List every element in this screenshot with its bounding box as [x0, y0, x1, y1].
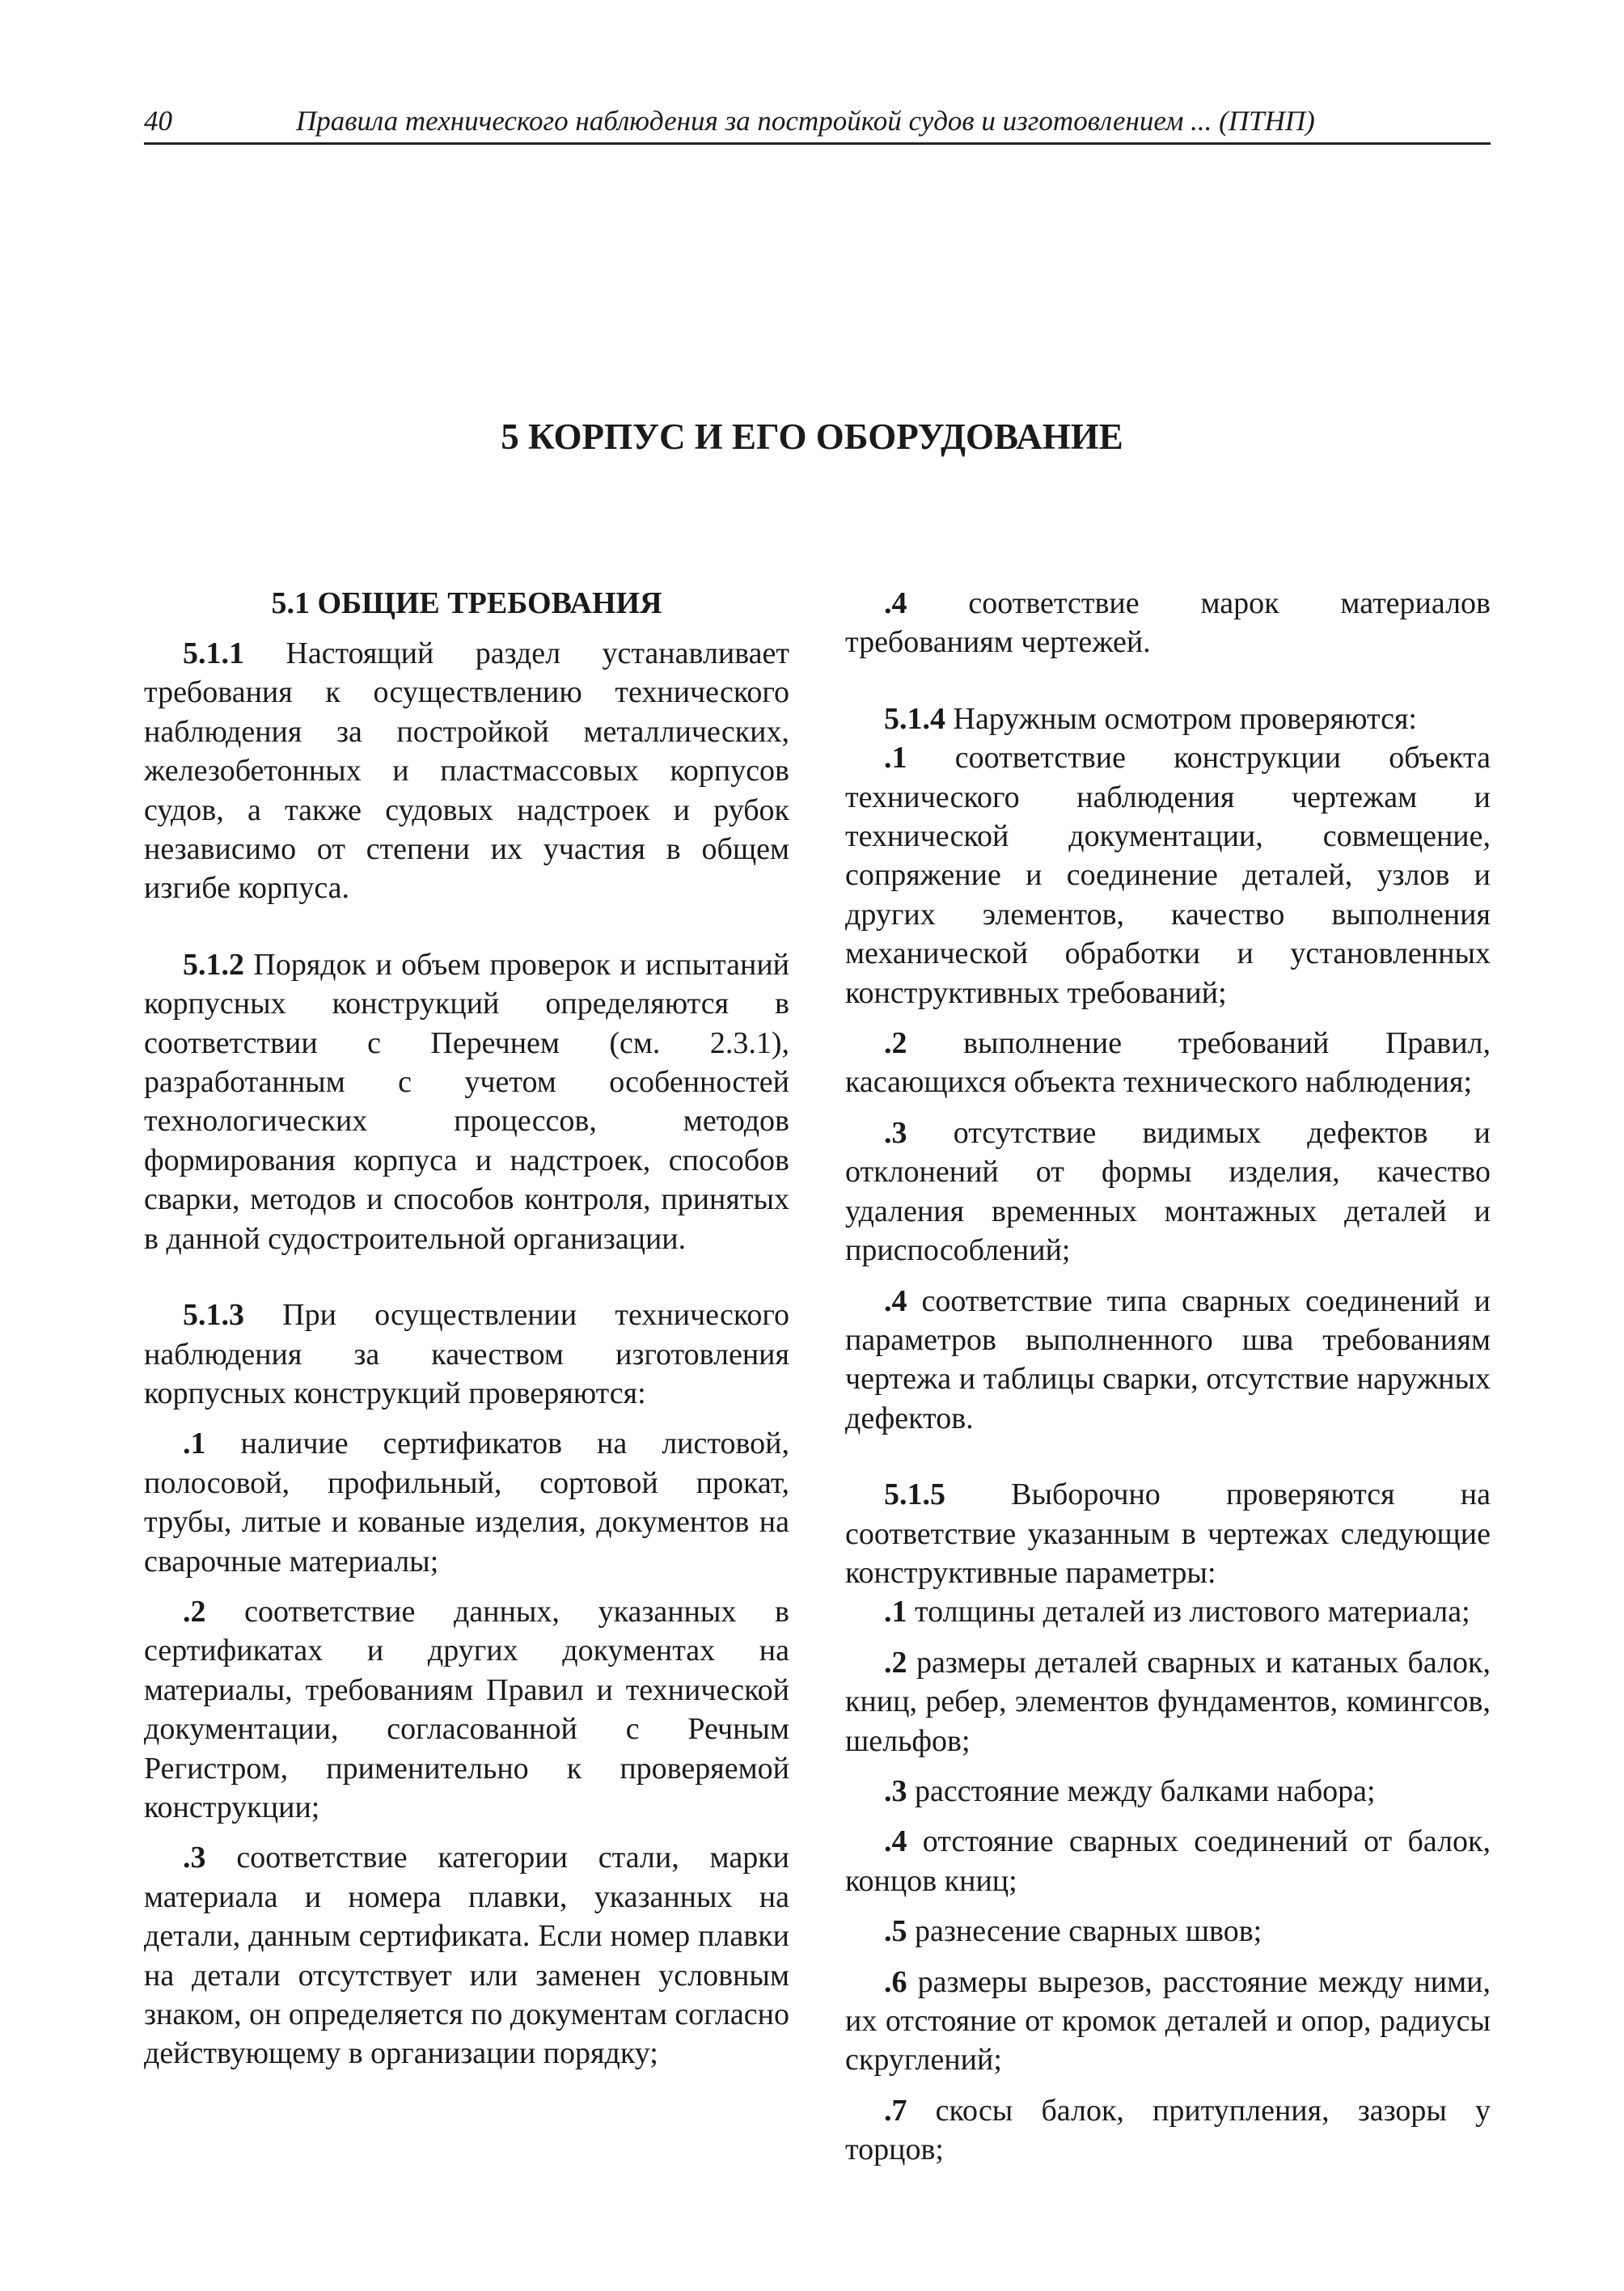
item-number: .3 [884, 1773, 907, 1808]
item-number: .3 [884, 1115, 907, 1150]
item-text: расстояние между балками набора; [907, 1773, 1376, 1808]
paragraph-text: При осуществлении технического наблюдения за качеством изготовления корпусных конструкций проверяются: [144, 1298, 789, 1410]
paragraph-5-1-5 [845, 1475, 1491, 1592]
item-text: отсутствие видимых дефектов и отклонений от формы изделия, качество удаления временных монтажных деталей и приспособлений; [845, 1115, 1491, 1268]
item-text: размеры деталей сварных и катаных балок, книц, ребер, элементов фундаментов, комингсов, шельфов; [845, 1645, 1491, 1758]
clause-number: 5.1.2 [183, 947, 244, 982]
chapter-title: 5 КОРПУС И ЕГО ОБОРУДОВАНИЕ [501, 416, 1123, 457]
item-number: .4 [884, 586, 907, 620]
item-text: толщины деталей из листового материала; [907, 1595, 1470, 1629]
item-text: разнесение сварных швов; [907, 1914, 1262, 1949]
list-item [144, 1592, 789, 1827]
item-text: размеры вырезов, расстояние между ними, их отстояние от кромок деталей и опор, радиусы скруглений; [845, 1964, 1491, 2078]
list-item [845, 1592, 1491, 1631]
list-item [845, 1822, 1491, 1900]
paragraph-text: Настоящий раздел устанавливает требования к осуществлению технического наблюдения за постройкой металлических, железобетонных и пластмассовых корпусов судов, а также судовых надстроек и рубок независимо от степени их участия в общем изгибе корпуса. [144, 636, 789, 906]
list-item [845, 1282, 1491, 1439]
clause-number: 5.1.3 [183, 1298, 244, 1333]
clause-number: 5.1.5 [884, 1477, 945, 1512]
item-text: соответствие категории стали, марки материала и номера плавки, указанных на детали, данным сертификата. Если номер плавки на детали отсутствует или заменен условным знаком, он определяется по документам согласно действующему в организации порядку; [144, 1841, 789, 2071]
list-item [845, 1912, 1491, 1951]
paragraph-text: Порядок и объем проверок и испытаний корпусных конструкций определяются в соответствии с Перечнем (см. 2.3.1), разработанным с учетом особенностей технологических процессов, методов формирования корпуса и надстроек, способов сварки, методов и способов контроля, принятых в данной судостроительной организации. [144, 947, 789, 1256]
item-number: .4 [884, 1824, 907, 1859]
list-item [845, 1643, 1491, 1761]
list-item [845, 1114, 1491, 1270]
item-number: .1 [183, 1427, 206, 1461]
paragraph-5-1-2 [144, 945, 789, 1258]
item-text: отстояние сварных соединений от балок, концов книц; [845, 1824, 1491, 1898]
paragraph-text: Наружным осмотром проверяются: [945, 701, 1417, 736]
list-item [845, 584, 1491, 662]
list-item [845, 1772, 1491, 1811]
item-number: .1 [884, 1595, 907, 1629]
item-number: .3 [183, 1841, 206, 1875]
list-item [144, 1424, 789, 1581]
paragraph-text: Выборочно проверяются на соответствие указанным в чертежах следующие конструктивные параметры: [845, 1477, 1491, 1590]
list-item [845, 1963, 1491, 2080]
item-number: .7 [884, 2093, 907, 2128]
list-item [845, 1024, 1491, 1102]
item-number: .2 [884, 1026, 907, 1061]
section-title: 5.1 ОБЩИЕ ТРЕБОВАНИЯ [271, 586, 662, 620]
clause-number: 5.1.4 [884, 701, 945, 736]
running-header [144, 104, 1491, 145]
item-text: наличие сертификатов на листовой, полосовой, профильный, сортовой прокат, трубы, литые и кованые изделия, документов на сварочные материалы; [144, 1427, 789, 1579]
left-column [144, 584, 789, 2073]
item-text: соответствие данных, указанных в сертификатах и других документах на материалы, требованиям Правил и технической документации, согласованной с Речным Регистром, применительно к проверяемой конструкции; [144, 1594, 789, 1824]
right-column [845, 584, 1491, 2170]
item-number: .4 [884, 1283, 907, 1318]
item-number: .1 [884, 741, 907, 776]
paragraph-5-1-1 [144, 634, 789, 908]
item-text: скосы балок, притупления, зазоры у торцов; [845, 2093, 1491, 2167]
running-title: Правила технического наблюдения за постройкой судов и изготовлением ... (ПТНП) [296, 105, 1315, 137]
clause-number: 5.1.1 [183, 636, 244, 670]
list-item [845, 2091, 1491, 2170]
item-text: выполнение требований Правил, касающихся объекта технического наблюдения; [845, 1026, 1491, 1100]
item-text: соответствие конструкции объекта технического наблюдения чертежам и технической документации, совмещение, сопряжение и соединение деталей, узлов и других элементов, качество выполнения механической обработки и установленных конструктивных требований; [845, 741, 1491, 1010]
item-number: .5 [884, 1914, 907, 1949]
item-number: .2 [183, 1594, 206, 1629]
paragraph-5-1-4 [845, 700, 1491, 738]
item-number: .6 [884, 1964, 907, 1999]
item-text: соответствие типа сварных соединений и параметров выполненного шва требованиям чертежа и таблицы сварки, отсутствие наружных дефектов. [845, 1283, 1491, 1435]
paragraph-5-1-3 [144, 1296, 789, 1413]
item-number: .2 [884, 1645, 907, 1680]
list-item [144, 1838, 789, 2073]
item-text: соответствие марок материалов требованиям чертежей. [845, 586, 1491, 660]
page-number: 40 [144, 105, 172, 137]
list-item [845, 738, 1491, 1012]
